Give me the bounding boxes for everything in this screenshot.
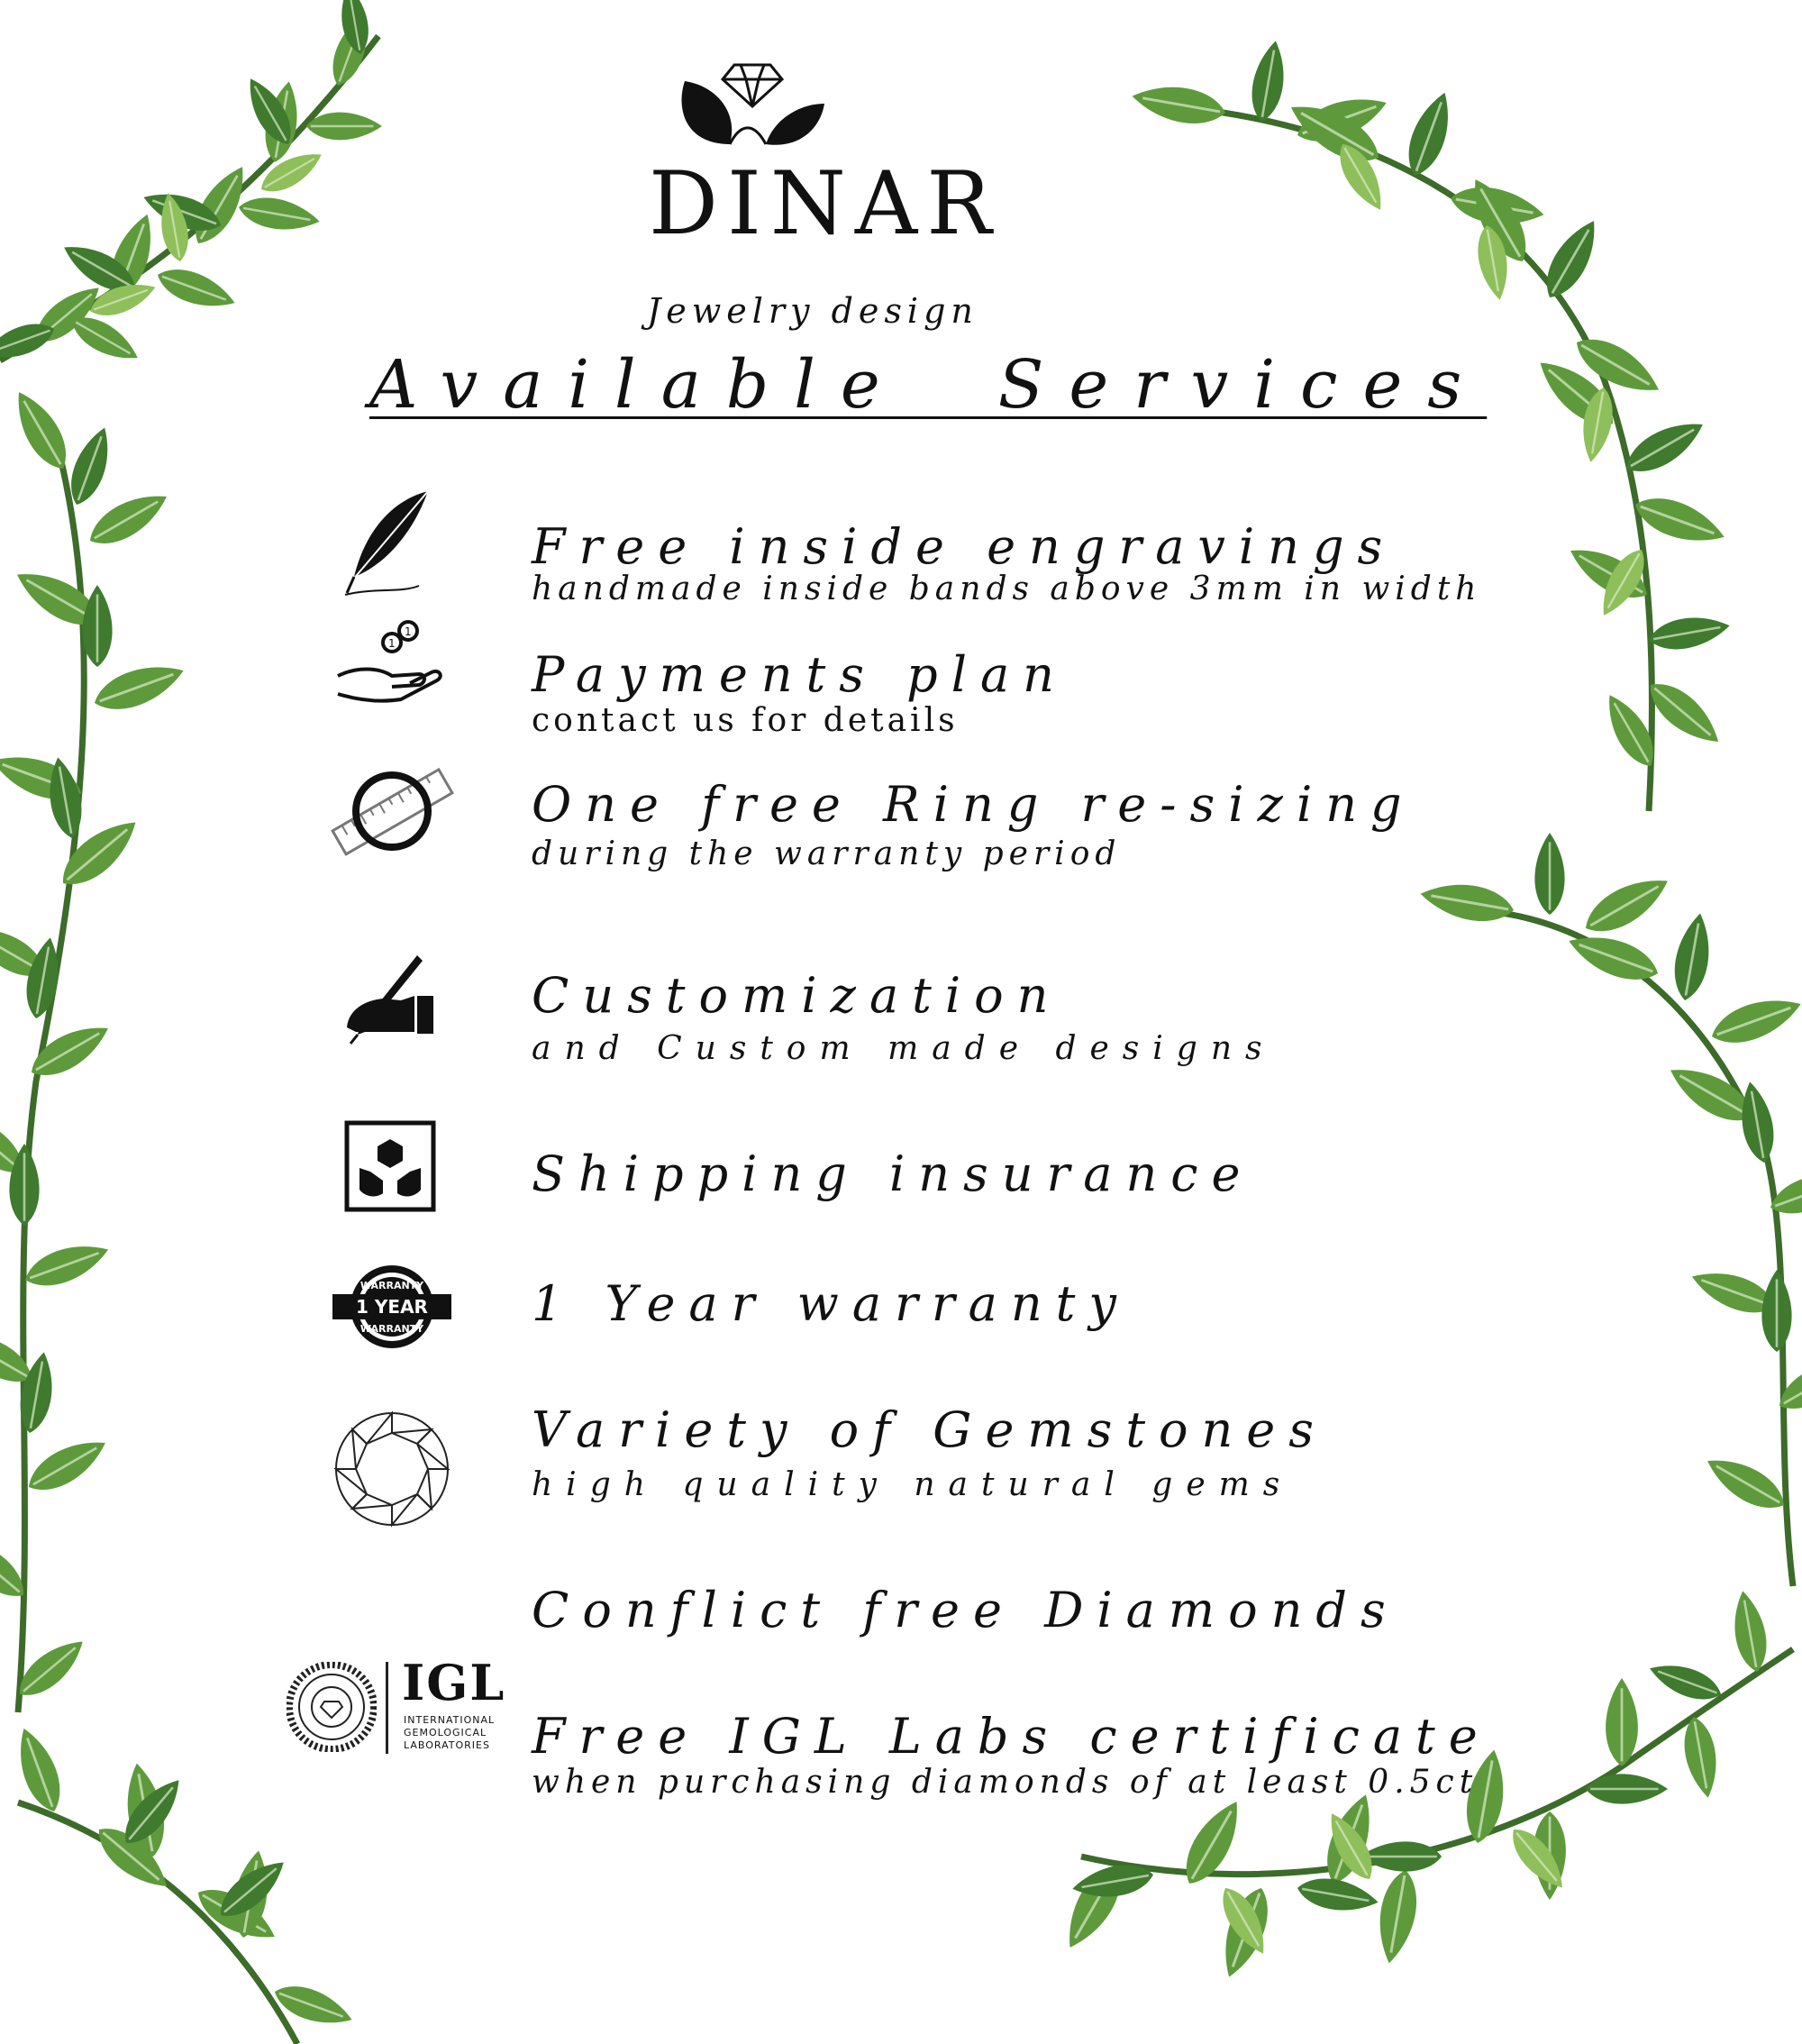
service-title: One free Ring re-sizing bbox=[532, 776, 1415, 833]
feather-quill-icon bbox=[329, 487, 455, 613]
diamond-outline-icon bbox=[329, 1406, 455, 1532]
hand-coins-icon bbox=[329, 613, 455, 739]
service-subtitle: during the warranty period bbox=[532, 835, 1122, 872]
leaf-branch-top-left bbox=[0, 0, 382, 370]
service-subtitle: when purchasing diamonds of at least 0.5ct bbox=[532, 1764, 1479, 1801]
svg-text:1: 1 bbox=[388, 637, 396, 650]
brand-logo bbox=[631, 54, 1001, 331]
warranty-badge-bottom: WARRANTY bbox=[359, 1323, 424, 1335]
ring-ruler-icon bbox=[329, 748, 455, 874]
warranty-badge-middle: 1 YEAR bbox=[356, 1296, 428, 1318]
hand-drawing-icon bbox=[329, 946, 455, 1072]
service-title: Payments plan bbox=[532, 646, 1068, 703]
service-title: Customization bbox=[532, 967, 1062, 1024]
service-engraving bbox=[0, 487, 1802, 622]
igl-full-name: INTERNATIONAL GEMOLOGICAL LABORATORIES bbox=[404, 1714, 496, 1751]
service-title: Conflict free Diamonds bbox=[532, 1582, 1399, 1638]
insurance-package-icon bbox=[329, 1118, 455, 1244]
page-title: Available Services bbox=[369, 346, 1488, 424]
warranty-badge-top: WARRANTY bbox=[359, 1280, 424, 1291]
service-ring-resizing bbox=[0, 748, 1802, 883]
service-conflict-free bbox=[0, 1582, 1802, 1721]
service-shipping-insurance bbox=[0, 1118, 1802, 1253]
service-title: Free inside engravings bbox=[532, 518, 1397, 575]
service-title: Variety of Gemstones bbox=[532, 1401, 1327, 1458]
service-subtitle: and Custom made designs bbox=[532, 1030, 1276, 1067]
brand-name: DINAR bbox=[649, 153, 1001, 254]
service-title: Free IGL Labs certificate bbox=[532, 1708, 1491, 1765]
service-subtitle: contact us for details bbox=[532, 702, 959, 739]
service-payments bbox=[0, 613, 1802, 748]
service-warranty bbox=[0, 1262, 1802, 1397]
service-title: 1 Year warranty bbox=[532, 1275, 1130, 1332]
igl-abbr: IGL bbox=[402, 1654, 506, 1711]
warranty-badge-icon bbox=[329, 1262, 455, 1388]
service-title: Shipping insurance bbox=[532, 1145, 1254, 1202]
brand-tagline: Jewelry design bbox=[647, 291, 978, 331]
service-subtitle: handmade inside bands above 3mm in width bbox=[532, 570, 1482, 607]
service-igl-certificate bbox=[0, 1708, 1802, 1848]
service-gemstones bbox=[0, 1401, 1802, 1541]
service-subtitle: high quality natural gems bbox=[532, 1466, 1294, 1503]
svg-text:1: 1 bbox=[405, 625, 412, 638]
service-customization bbox=[0, 946, 1802, 1081]
